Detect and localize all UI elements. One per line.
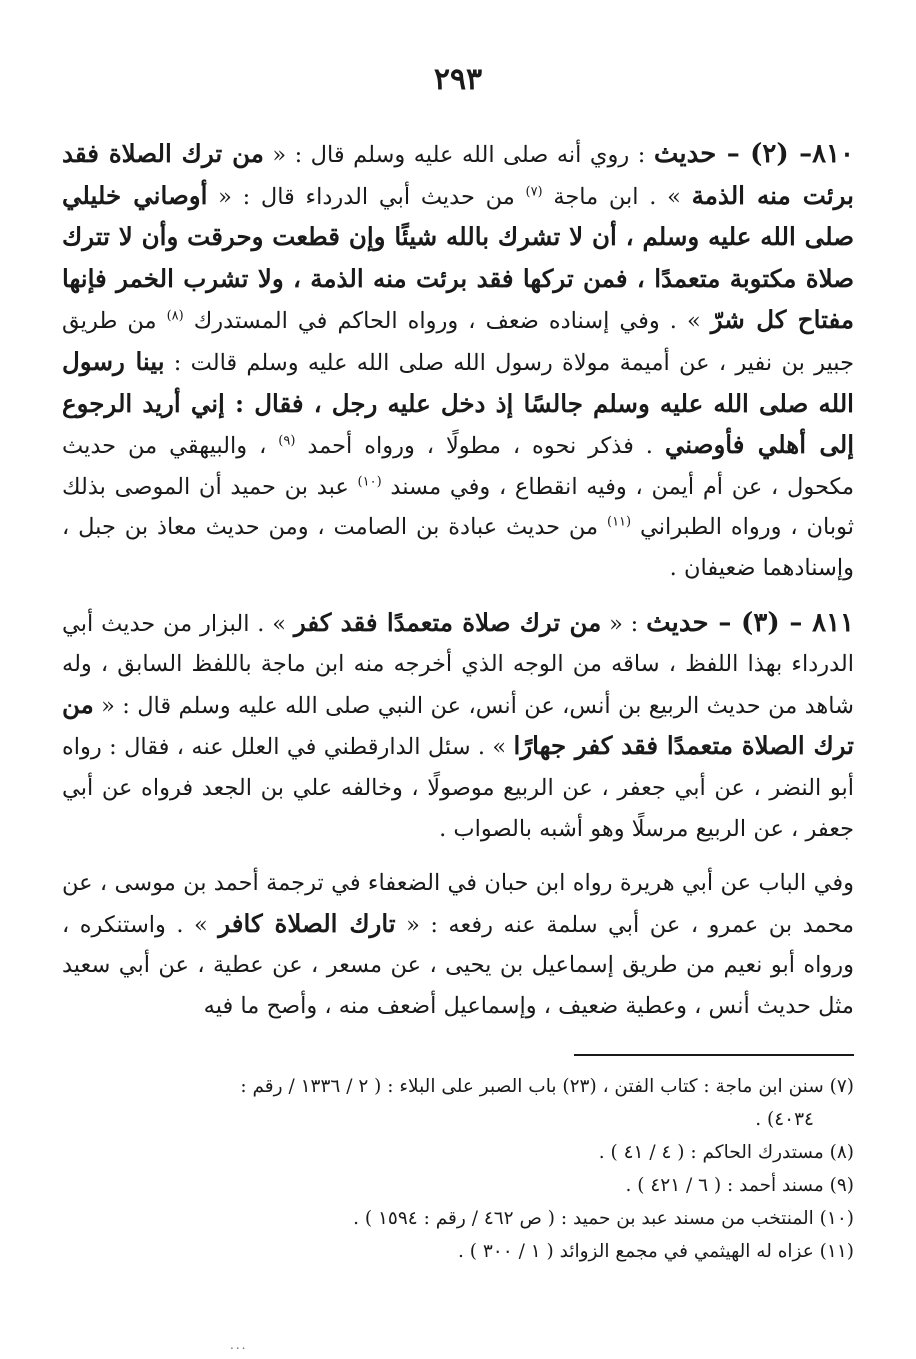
bottom-mark: ... [230, 1338, 248, 1352]
footnote-ref-8[interactable]: (٨) [166, 308, 184, 324]
bab-paragraph [62, 863, 854, 1026]
footnote-10: (١٠) المنتخب من مسند عبد بن حميد : ( ص ٤٦٢ / رقم : ١٥٩٤ ) . [353, 1208, 854, 1230]
footnote-divider [574, 1054, 854, 1056]
text-segment: » . ابن ماجة [542, 183, 692, 210]
footnote-7 [62, 1070, 854, 1136]
hadith-811-paragraph [62, 603, 854, 850]
text-segment: » . البزار من حديث أبي الدرداء بهذا اللفظ ، ساقه من الوجه الذي أخرجه منه ابن ماجة باللفظ السابق ، وله شاهد من حديث الربيع بن أنس، عن أنس، عن النبي صلى الله عليه وسلم قال : « [62, 610, 854, 719]
text-segment: عبد بن حميد أن الموصى بذلك ثوبان ، ورواه الطبراني [62, 473, 854, 541]
footnote-7-continuation: ٤٠٣٤) . [755, 1109, 814, 1131]
hadith-text: من ترك الصلاة متعمدًا فقد كفر جهارًا [62, 689, 854, 761]
text-segment: . فذكر نحوه ، مطولًا ، ورواه أحمد [295, 433, 665, 460]
text-segment: من حديث عبادة بن الصامت ، ومن حديث معاذ بن جبل ، وإسنادهما ضعيفان . [62, 514, 854, 581]
hadith-text: أوصاني خليلي صلى الله عليه وسلم ، أن لا تشرك بالله شيئًا وإن قطعت وحرقت وأن لا تترك صلاة مكتوبة متعمدًا ، فمن تركها فقد برئت منه الذمة ، ولا تشرب الخمر فإنها مفتاح كل شرّ [62, 180, 854, 335]
text-segment: من حديث أبي الدرداء قال : « [207, 183, 526, 210]
footnote-11: (١١) عزاه له الهيثمي في مجمع الزوائد ( ١ / ٣٠٠ ) . [458, 1241, 854, 1263]
hadith-text: بينا رسول الله صلى الله عليه وسلم جالسًا إذ دخل عليه رجل ، فقال : إني أريد الرجوع إلى أهلي فأوصني [62, 346, 855, 460]
hadith-text: تارك الصلاة كافر [218, 908, 396, 938]
text-segment: » . وفي إسناده ضعف ، ورواه الحاكم في المستدرك [183, 308, 711, 335]
text-segment: من طريق جبير بن نفير ، عن أميمة مولاة رسول الله صلى الله عليه وسلم قالت : [62, 308, 854, 376]
footnote-ref-9[interactable]: (٩) [278, 433, 296, 449]
text-segment: » . سئل الدارقطني في العلل عنه ، فقال : رواه أبو النضر ، عن أبي جعفر ، عن الربيع موصولًا ، وخالفه علي بن الجعد فرواه عن أبي جعفر ، عن الربيع مرسلًا وهو أشبه بالصواب . [62, 734, 854, 842]
text-segment: » . واستنكره ، ورواه أبو نعيم من طريق إسماعيل بن يحيى ، عن مسعر ، عن عطية ، عن أبي سعيد مثل حديث أنس ، وعطية ضعيف ، وإسماعيل أضعف منه ، وأصح ما فيه [62, 911, 854, 1019]
footnote-ref-7[interactable]: (٧) [525, 184, 543, 200]
footnote-9: (٩) مسند أحمد : ( ٦ / ٤٢١ ) . [625, 1175, 854, 1197]
hadith-810-number: ٨١٠– (٢) – حديث [653, 139, 854, 169]
footnote-ref-10[interactable]: (١٠) [357, 474, 382, 490]
page-number: ٢٩٣ [433, 62, 483, 97]
text-segment: : « [601, 610, 647, 637]
hadith-text: من ترك صلاة متعمدًا فقد كفر [293, 607, 602, 637]
footnotes-section [62, 1070, 854, 1268]
footnote-8: (٨) مستدرك الحاكم : ( ٤ / ٤١ ) . [598, 1142, 854, 1164]
text-segment: وفي الباب عن أبي هريرة رواه ابن حبان في الضعفاء في ترجمة أحمد بن موسى ، عن محمد بن عمرو ، عن أبي سلمة عنه رفعه : « [62, 870, 855, 938]
hadith-811-number: ٨١١ – (٣) – حديث [646, 607, 855, 638]
footnote-ref-11[interactable]: (١١) [606, 514, 632, 530]
text-segment: ، والبيهقي من حديث مكحول ، عن أم أيمن ، وفيه انقطاع ، وفي مسند [62, 433, 854, 500]
footnote-7-text: (٧) سنن ابن ماجة : كتاب الفتن ، (٢٣) باب الصبر على البلاء : ( ٢ / ١٣٣٦ / رقم : [240, 1076, 854, 1098]
hadith-text: من ترك الصلاة فقد برئت منه الذمة [62, 139, 854, 210]
text-segment: : روي أنه صلى الله عليه وسلم قال : « [263, 142, 654, 168]
hadith-810-paragraph [62, 134, 854, 589]
